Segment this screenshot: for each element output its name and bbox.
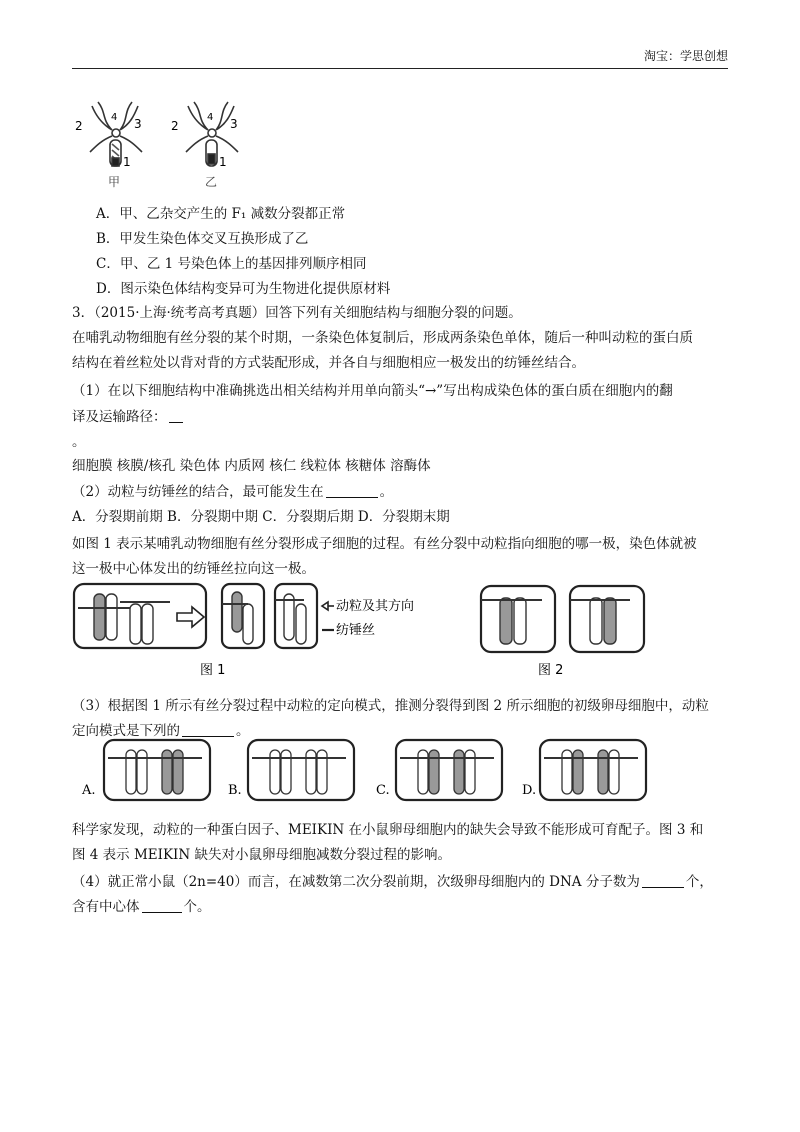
answer-blank-2[interactable] [326, 483, 378, 498]
label-2-jia: 2 [75, 119, 83, 133]
q3-sub3-end: 。 [236, 723, 250, 739]
choice-c-cell [396, 740, 502, 800]
choice-c-label[interactable]: C. [376, 783, 390, 798]
q3-fig1-text-line2: 这一极中心体发出的纺锤丝拉向这一极。 [72, 561, 315, 577]
label-1-jia: 1 [123, 155, 131, 169]
q3-meikin-line2: 图 4 表示 MEIKIN 缺失对小鼠卵母细胞减数分裂过程的影响。 [72, 847, 451, 863]
q2-option-d: D．图示染色体结构变异可为生物进化提供原材料 [96, 281, 391, 297]
q2-option-a: A．甲、乙杂交产生的 F₁ 减数分裂都正常 [96, 206, 346, 222]
q3-sub2-end: 。 [379, 484, 394, 500]
fig1-legend-label-kinetochore: 动粒及其方向 [336, 599, 415, 614]
q3-sub1-line2 [72, 405, 185, 425]
q3-fig1-text-line1: 如图 1 表示某哺乳动物细胞有丝分裂形成子细胞的过程。有丝分裂中动粒指向细胞的哪一极，染色体就被 [72, 536, 697, 552]
label-jia: 甲 [108, 175, 121, 189]
q3-sub3-line2 [72, 719, 250, 739]
fig1-arrow [177, 607, 204, 627]
q3-sub1-line1: （1）在以下细胞结构中准确挑选出相关结构并用单向箭头“→”写出构成染色体的蛋白质在细胞内的翻 [72, 383, 673, 399]
label-1-yi: 1 [219, 155, 227, 169]
q3-sub2 [72, 480, 393, 500]
q3-sub3-text: 定向模式是下列的 [72, 723, 180, 739]
q3-title: 3．（2015·上海·统考高考真题）回答下列有关细胞结构与细胞分裂的问题。 [72, 305, 522, 321]
choice-a-label[interactable]: A. [82, 783, 96, 798]
q3-sub4-text-3: 含有中心体 [72, 899, 140, 915]
label-4-jia: 4 [111, 112, 118, 123]
q3-intro-line2: 结构在着丝粒处以背对背的方式装配形成，并各自与细胞相应一极发出的纺锤丝结合。 [72, 355, 585, 371]
header-rule [72, 68, 728, 69]
chromosome-figure-top [72, 96, 272, 192]
q3-sub1-text: 译及运输路径： [72, 409, 167, 425]
q3-sub4-text-1: （4）就正常小鼠（2n=40）而言，在减数第二次分裂前期，次级卵母细胞内的 DNA 分子数为 [72, 874, 640, 890]
fig1-caption: 图 1 [200, 663, 226, 678]
q3-intro-line1: 在哺乳动物细胞有丝分裂的某个时期，一条染色体复制后，形成两条染色单体，随后一种叫动粒的蛋白质 [72, 330, 693, 346]
answer-blank-1[interactable] [169, 408, 183, 423]
label-yi: 乙 [205, 175, 218, 189]
header-text: 淘宝：学思创想 [643, 49, 728, 63]
q3-sub1-end: 。 [72, 434, 86, 450]
q3-structures-list: 细胞膜 核膜/核孔 染色体 内质网 核仁 线粒体 核糖体 溶酶体 [72, 458, 431, 474]
q3-sub2-options: A．分裂期前期 B．分裂期中期 C．分裂期后期 D．分裂期末期 [72, 509, 450, 525]
answer-blank-4[interactable] [642, 873, 684, 888]
q3-meikin-line1: 科学家发现，动粒的一种蛋白因子、MEIKIN 在小鼠卵母细胞内的缺失会导致不能形成可育配子。图 3 和 [72, 822, 704, 838]
label-4-yi: 4 [207, 112, 214, 123]
fig1-legend-label-spindle: 纺锤丝 [336, 623, 376, 638]
q3-sub2-text: （2）动粒与纺锤丝的结合，最可能发生在 [72, 484, 324, 500]
fig2-caption: 图 2 [538, 663, 564, 678]
choice-d-label[interactable]: D. [522, 783, 537, 798]
choice-diagrams [78, 738, 638, 808]
q2-option-c: C．甲、乙 1 号染色体上的基因排列顺序相同 [96, 256, 367, 272]
q3-sub3-line1: （3）根据图 1 所示有丝分裂过程中动粒的定向模式，推测分裂得到图 2 所示细胞的初级卵母细胞中，动粒 [72, 698, 709, 714]
choice-d-cell [540, 740, 646, 800]
q3-sub4-line1 [72, 870, 713, 890]
q2-option-b: B．甲发生染色体交叉互换形成了乙 [96, 231, 309, 247]
label-3-yi: 3 [230, 117, 238, 131]
fig1-legend [322, 602, 334, 630]
figure-1-and-2 [72, 580, 672, 680]
answer-blank-3[interactable] [182, 722, 234, 737]
answer-blank-5[interactable] [142, 898, 182, 913]
q3-sub4-text-2: 个， [685, 874, 713, 890]
label-2-yi: 2 [171, 119, 179, 133]
choice-a-cell [104, 740, 210, 800]
q3-sub4-text-4: 个。 [183, 899, 211, 915]
choice-b-label[interactable]: B. [228, 783, 242, 798]
q3-sub4-line2 [72, 895, 211, 915]
label-3-jia: 3 [134, 117, 142, 131]
choice-b-cell [248, 740, 354, 800]
